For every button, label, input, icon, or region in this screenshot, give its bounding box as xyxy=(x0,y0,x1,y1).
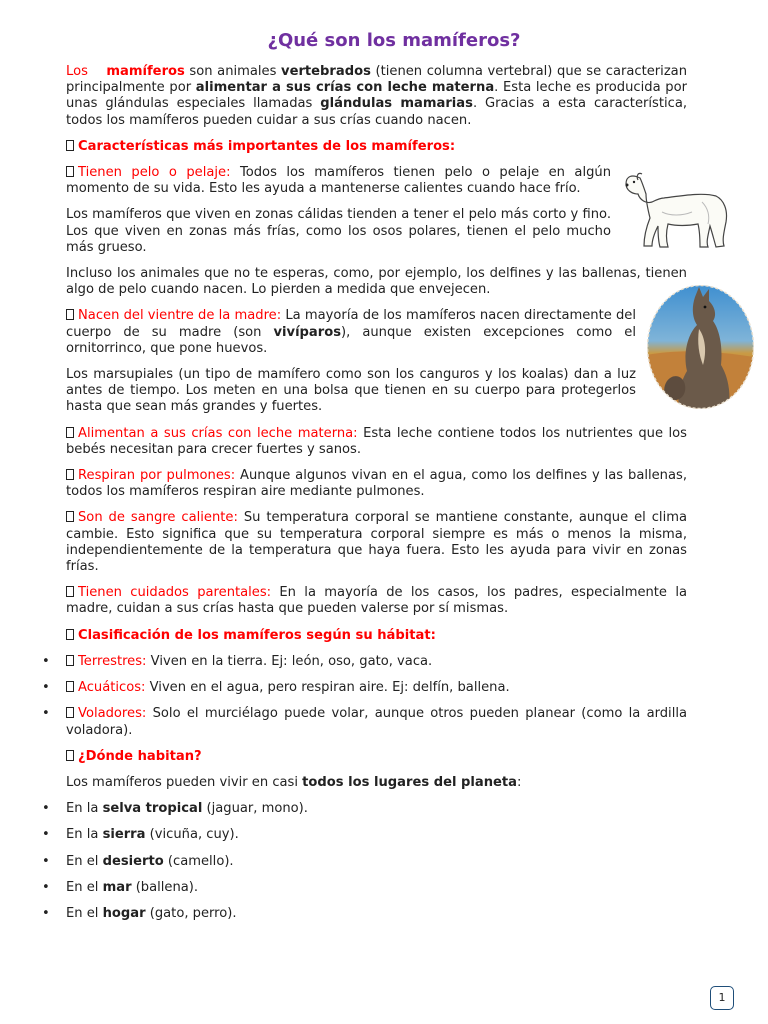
intro-word-los: Los xyxy=(66,64,88,79)
characteristic-fur xyxy=(66,165,611,197)
where-bold: todos los lugares del planeta xyxy=(302,774,517,790)
intro-paragraph xyxy=(66,64,687,129)
intro-bold-vertebrados: vertebrados xyxy=(281,64,371,79)
place-name: hogar xyxy=(102,905,146,921)
missing-glyph-box-icon xyxy=(66,469,74,480)
missing-glyph-box-icon xyxy=(66,586,74,597)
habitat-text: Viven en la tierra. Ej: león, oso, gato, vaca. xyxy=(146,653,433,669)
intro-text-2: (tienen columna vertebral) que se caracterizan principalmente por xyxy=(66,64,688,96)
place-examples: (jaguar, mono). xyxy=(202,801,308,817)
characteristic-womb-text-1: La mayoría de los mamíferos nacen directamente del cuerpo de su madre (son xyxy=(66,308,636,340)
habitat-list xyxy=(66,654,687,739)
missing-glyph-box-icon xyxy=(66,309,74,320)
characteristic-lungs-text: Aunque algunos vivan en el agua, como los delfines y las ballenas, todos los mamíferos respiran aire mediante pulmones. xyxy=(66,468,687,500)
page-number: 1 xyxy=(710,986,734,1010)
list-item-flying xyxy=(66,706,687,738)
intro-bold-leche: alimentar a sus crías con leche materna xyxy=(195,80,495,96)
missing-glyph-box-icon xyxy=(66,511,74,522)
page-title: ¿Qué son los mamíferos? xyxy=(267,30,521,51)
heading-characteristics-text: Características más importantes de los mamíferos: xyxy=(78,138,456,154)
characteristic-warm-blooded-text: Su temperatura corporal se mantiene constante, aunque el clima cambie. Esto significa que su temperatura corporal siempre es más o menos la misma, independientemente de la temperatura que haya fuera. Esto les ayuda para vivir en zonas frías. xyxy=(66,510,687,575)
characteristic-parental-care-text: En la mayoría de los casos, los padres, especialmente la madre, cuidan a sus crías hasta que pueden valerse por sí mismas. xyxy=(66,585,687,617)
place-examples: (vicuña, cuy). xyxy=(145,827,239,843)
list-item-place xyxy=(66,854,687,870)
place-name: mar xyxy=(102,879,132,895)
missing-glyph-box-icon xyxy=(66,427,74,438)
heading-classification-text: Clasificación de los mamíferos según su hábitat: xyxy=(78,627,436,643)
document-body xyxy=(66,64,687,932)
section-heading-characteristics xyxy=(66,139,687,155)
paragraph-whales-fur: Incluso los animales que no te esperas, como, por ejemplo, los delfines y las ballenas, tienen algo de pelo cuando nacen. Lo pierden a medida que envejecen. xyxy=(66,266,687,298)
habitat-label: Terrestres: xyxy=(78,653,147,669)
intro-text-1: son animales xyxy=(184,64,282,79)
characteristic-warm-blooded-label: Son de sangre caliente: xyxy=(78,510,238,526)
habitat-label: Voladores: xyxy=(78,706,147,722)
intro-text-4: . Gracias a esta característica, todos los mamíferos pueden cuidar a sus crías cuando nacen. xyxy=(66,96,687,128)
list-item-place xyxy=(66,827,687,843)
characteristic-womb-text-2: ), aunque existen excepciones como el ornitorrinco, que pone huevos. xyxy=(66,324,636,356)
characteristic-born-from-womb xyxy=(66,308,636,357)
list-item-place xyxy=(66,880,687,896)
place-prefix: En el xyxy=(66,905,103,921)
places-list xyxy=(66,801,687,922)
list-item-aquatic xyxy=(66,680,687,696)
characteristic-fur-label: Tienen pelo o pelaje: xyxy=(78,165,231,181)
place-name: desierto xyxy=(102,853,164,869)
place-examples: (gato, perro). xyxy=(145,905,237,921)
list-item-terrestrial xyxy=(66,654,687,670)
missing-glyph-box-icon xyxy=(66,707,74,718)
place-prefix: En la xyxy=(66,827,103,843)
where-text-1: Los mamíferos pueden vivir en casi xyxy=(66,774,303,790)
place-name: sierra xyxy=(102,827,146,843)
where-text-2: : xyxy=(517,774,522,790)
paragraph-where-live xyxy=(66,775,687,791)
paragraph-warm-zones: Los mamíferos que viven en zonas cálidas tienden a tener el pelo más corto y fino. Los que viven en zonas más frías, como los osos polares, tienen el pelo mucho más grueso. xyxy=(66,207,611,255)
characteristic-milk-text: Esta leche contiene todos los nutrientes que los bebés necesitan para crecer fuertes y sanos. xyxy=(66,425,687,457)
place-examples: (ballena). xyxy=(131,879,199,895)
missing-glyph-box-icon xyxy=(66,655,74,666)
characteristic-womb-bold: vivíparos xyxy=(273,324,342,340)
habitat-text: Viven en el agua, pero respiran aire. Ej: delfín, ballena. xyxy=(145,680,510,696)
missing-glyph-box-icon xyxy=(66,629,74,640)
missing-glyph-box-icon xyxy=(66,140,74,151)
list-item-place xyxy=(66,801,687,817)
characteristic-milk xyxy=(66,426,687,458)
place-examples: (camello). xyxy=(163,853,234,869)
characteristic-parental-care-label: Tienen cuidados parentales: xyxy=(78,585,272,601)
intro-bold-glandulas: glándulas mamarias xyxy=(320,96,473,112)
place-name: selva tropical xyxy=(102,801,203,817)
habitat-label: Acuáticos: xyxy=(78,680,146,696)
characteristic-womb-label: Nacen del vientre de la madre: xyxy=(78,308,282,324)
characteristic-warm-blooded xyxy=(66,510,687,575)
place-prefix: En el xyxy=(66,853,103,869)
intro-word-mamiferos: mamíferos xyxy=(106,64,185,79)
section-heading-where-live xyxy=(66,749,687,765)
characteristic-lungs xyxy=(66,468,687,500)
missing-glyph-box-icon xyxy=(66,750,74,761)
missing-glyph-box-icon xyxy=(66,166,74,177)
characteristic-lungs-label: Respiran por pulmones: xyxy=(78,468,236,484)
characteristic-parental-care xyxy=(66,585,687,617)
habitat-text: Solo el murciélago puede volar, aunque otros pueden planear (como la ardilla voladora). xyxy=(66,706,687,738)
missing-glyph-box-icon xyxy=(66,681,74,692)
list-item-place xyxy=(66,906,687,922)
place-prefix: En el xyxy=(66,879,103,895)
heading-where-text: ¿Dónde habitan? xyxy=(78,748,202,764)
section-heading-habitat-classification xyxy=(66,628,687,644)
characteristic-milk-label: Alimentan a sus crías con leche materna: xyxy=(78,425,358,441)
place-prefix: En la xyxy=(66,801,103,817)
intro-text-3: . Esta leche es producida por unas glándulas especiales llamadas xyxy=(66,80,687,112)
paragraph-marsupials: Los marsupiales (un tipo de mamífero como son los canguros y los koalas) dan a luz antes de tiempo. Los meten en una bolsa que tienen en su cuerpo para protegerlos hasta que sean más grandes y fuertes. xyxy=(66,367,636,415)
characteristic-fur-text: Todos los mamíferos tienen pelo o pelaje en algún momento de su vida. Esto les ayuda a mantenerse calientes cuando hace frío. xyxy=(66,165,611,197)
